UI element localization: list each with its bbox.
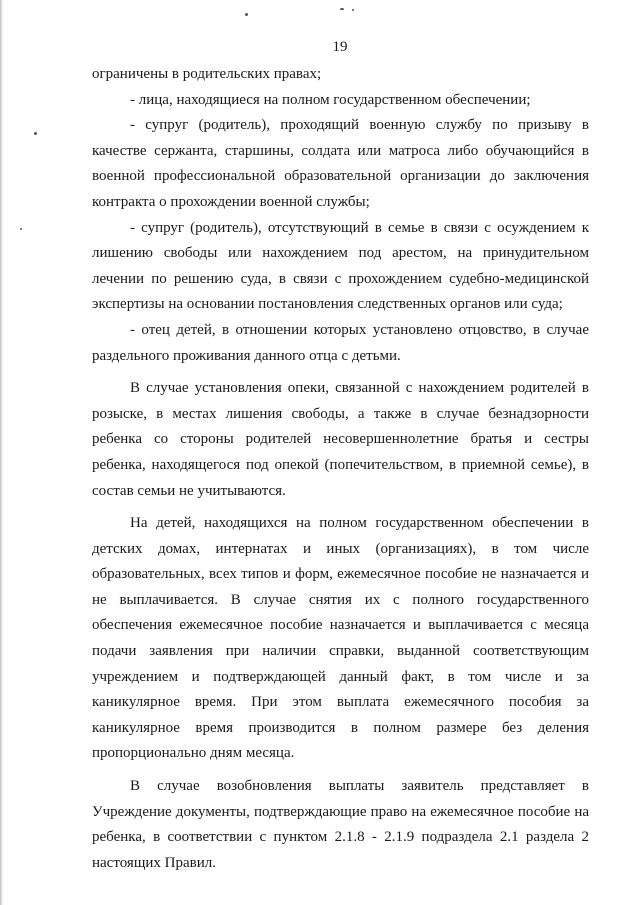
scan-speck [34,132,37,135]
paragraph-3: - супруг (родитель), проходящий военную службу по призыву в качестве сержанта, старшины, солдата или матроса либо обучающийся в военной профессиональной образовательной организации до заключения контракта о прохождении военной службы; [92,117,589,210]
scan-speck [20,228,22,230]
paragraph-4: - супруг (родитель), отсутствующий в семье в связи с осуждением к лишению свободы или нахождением под арестом, на принудительном лечении по решению суда, в связи с прохождением судебно-медицинской экспертизы на основании постановления следственных органов или суда; [92,219,589,313]
paragraph-7: На детей, находящихся на полном государственном обеспечении в детских домах, интернатах и иных (организациях), в том числе образовательных, всех типов и форм, ежемесячное пособие не назначается и не выплачивается. В случае снятия их с полного государственного обеспечения ежемесячное пособие назначается и выплачивается с месяца подачи заявления при наличии справки, выданной соответствующим учреждением и подтверждающей данный факт, в том числе и за каникулярное время. При этом выплата ежемесячного пособия за каникулярное время производится в полном размере без деления пропорционально дням месяца. [92,515,589,762]
paragraph-6: В случае установления опеки, связанной с нахождением родителей в розыске, в местах лишения свободы, а также в случае безнадзорности ребенка со стороны родителей несовершеннолетние братья и сестры ребенка, находящегося под опекой (попечительством, в приемной семье), в состав семьи не учитываются. [92,380,589,499]
paragraph-8: В случае возобновления выплаты заявитель представляет в Учреждение документы, подтверждающие право на ежемесячное пособие на ребенка, в соответствии с пунктом 2.1.8 - 2.1.9 подраздела 2.1 раздела 2 настоящих Правил. [92,778,589,871]
document-body [92,62,589,876]
scan-edge-shadow [0,0,3,905]
scan-speck [340,8,344,10]
paragraph-5: - отец детей, в отношении которых установлено отцовство, в случае раздельного проживания данного отца с детьми. [92,321,589,364]
paragraph-2: - лица, находящиеся на полном государственном обеспечении; [130,91,531,108]
page-number: 19 [332,39,348,55]
scan-speck [245,13,248,16]
scan-speck [352,9,354,11]
paragraph-1: ограничены в родительских правах; [92,66,322,82]
